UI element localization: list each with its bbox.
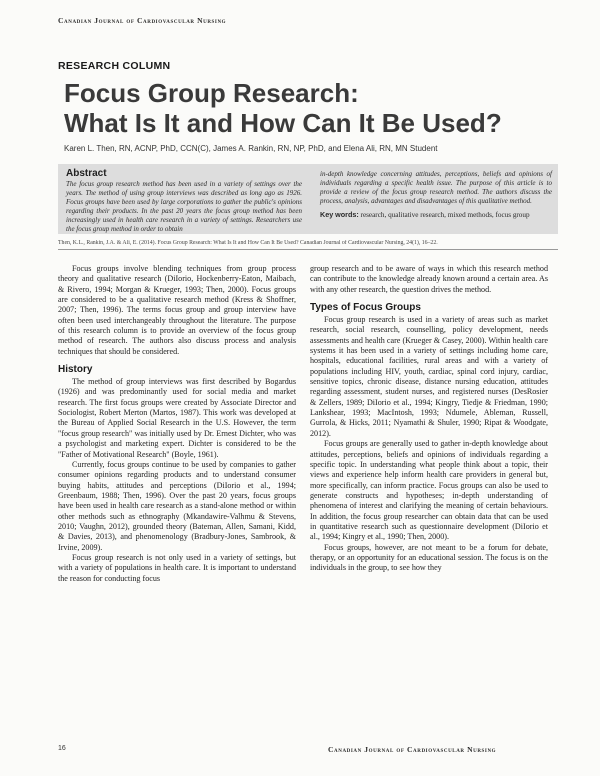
keywords-label: Key words:: [320, 210, 359, 219]
abstract-heading: Abstract: [66, 168, 107, 179]
history-paragraph-1: The method of group interviews was first described by Bogardus (1926) and was predominantly used for social media and market research. The first focus groups were created by Associate Director and Sociologist, Robert Merton (Martos, 1987). This work was developed at the Bureau of Applied Social Research in the U.S. However, the term "focus group research" was initially used by Dr. Ernest Dichter, who was a psychologist and marketing expert. Dichter is considered to be the "Father of Motivational Research" (Boyle, 1961).: [58, 377, 296, 459]
abstract-text-right: in-depth knowledge concerning attitudes, perceptions, beliefs and opinions of individuals regarding a specific health issue. The purpose of this article is to provide a review of the focus group research method. The authors discuss the process, analysis, advantages and disadvantages of this qualitative method.: [320, 170, 552, 205]
title-line-1: Focus Group Research:: [64, 78, 359, 108]
body-left-column: [58, 264, 296, 584]
history-paragraph-3: Focus group research is not only used in a variety of settings, but with a variety of populations in health care. It is important to understand the reason for conducting focus: [58, 552, 296, 583]
title-line-2: What Is It and How Can It Be Used?: [64, 108, 502, 138]
running-header: Canadian Journal of Cardiovascular Nursing: [58, 16, 227, 25]
section-label: RESEARCH COLUMN: [58, 60, 171, 72]
author-list: Karen L. Then, RN, ACNP, PhD, CCN(C), James A. Rankin, RN, NP, PhD, and Elena Ali, RN, MN Student: [64, 144, 438, 153]
abstract-left-column: [66, 168, 302, 234]
keywords-text: research, qualitative research, mixed methods, focus group: [360, 211, 530, 219]
abstract-text-left: The focus group research method has been used in a variety of settings over the years. The method of using group interviews was described as long ago as 1926. Focus groups have been used by large corporations to gather the public's opinions regarding their products. In the past 20 years the focus group method has been increasingly used in health care research in a variety of settings. Researchers use the focus group method in order to obtain: [66, 180, 302, 233]
citation: Then, K.L., Rankin, J.A. & Ali, E. (2014). Focus Group Research: What Is It and How Can It Be Used? Canadian Journal of Cardiovascular Nursing, 24(1), 16–22.: [58, 240, 438, 246]
abstract-right-column: [320, 170, 552, 220]
divider: [58, 249, 558, 250]
types-paragraph-1: Focus group research is used in a variety of areas such as market research, social research, counselling, policy development, needs assessments and health care (Krueger & Casey, 2000). Within health care systems it has been used in a variety of settings including home care, hospitals, educational facilities, rural areas and with a variety of populations including HIV, youth, cardiac, spinal cord injury, cardiac, sensitive topics, chronic disease, distance nursing education, attitudes regarding assessment, student nurses, and registered nurses (DesRosier & Zellers, 1989; DiIorio et al., 1994; Kingry, Tiedje & Friedman, 1990; Lankshear, 1993; MacIntosh, 1993; Ndumele, Ableman, Russell, Gurrola, & Hicks, 2011; Nyamathi & Shuler, 1990; Ripat & Woodgate, 2012).: [310, 315, 548, 438]
abstract-box: [58, 164, 558, 234]
types-paragraph-2: Focus groups are generally used to gather in-depth knowledge about attitudes, perceptions, beliefs and opinions of individuals regarding a specific topic. In understanding what people think about a topic, their views and experience help inform health care providers in general but, more specifically, can inform practice. Focus groups can also be used to generate constructs and hypotheses; in-depth understanding of phenomena of interest and clarifying the meaning of certain behaviours. In addition, the focus group researcher can obtain data that can be used in quantitative research such as questionnaire development (DiIorio et al., 1994; Kingry et al., 1990; Then, 2000).: [310, 439, 548, 542]
history-paragraph-2: Currently, focus groups continue to be used by companies to gather consumer opinions regarding products and to understand consumer buying habits, attitudes and perceptions (DiIorio et al., 1994; Greenbaum, 1988; Then, 1996). Over the past 20 years, focus groups have been used in health care research as a stand-alone method or within other methods such as ethnography (Mkandawire-Valhmu & Stevens, 2010; Vaughn, 2012), grounded theory (Bateman, Allen, Samani, Kidd, & Davies, 2013), and phenomenology (Bradbury-Jones, Sambrook, & Irvine, 2009).: [58, 459, 296, 552]
continued-paragraph: group research and to be aware of ways in which this research method can contribute to the knowledge already known around a certain area. As with any other research, the question drives the method.: [310, 264, 548, 294]
keywords: [320, 210, 552, 220]
history-heading: History: [58, 364, 93, 376]
body-right-column: [310, 264, 548, 574]
article-title: [64, 78, 544, 138]
intro-paragraph: Focus groups involve blending techniques from group process theory and qualitative research (DiIorio, Hockenberry-Eaton, Maibach, & Rivero, 1994; Morgan & Krueger, 1993; Then, 2000). Focus groups are considered to be a qualitative research method (Kress & Shoffner, 2007; Then, 1996). The terms focus group and group interview have often been used interchangeably throughout the literature. The purpose of this research column is to provide an overview of the focus group method of research. The authors also discuss process and analysis techniques that should be considered.: [58, 264, 296, 356]
running-footer: Canadian Journal of Cardiovascular Nursing: [328, 745, 497, 754]
page-number: 16: [58, 745, 66, 752]
types-heading: Types of Focus Groups: [310, 302, 421, 314]
types-paragraph-3: Focus groups, however, are not meant to be a forum for debate, therapy, or an opportunity for an educational session. The focus is on the individuals in the group, to see how they: [310, 542, 548, 573]
